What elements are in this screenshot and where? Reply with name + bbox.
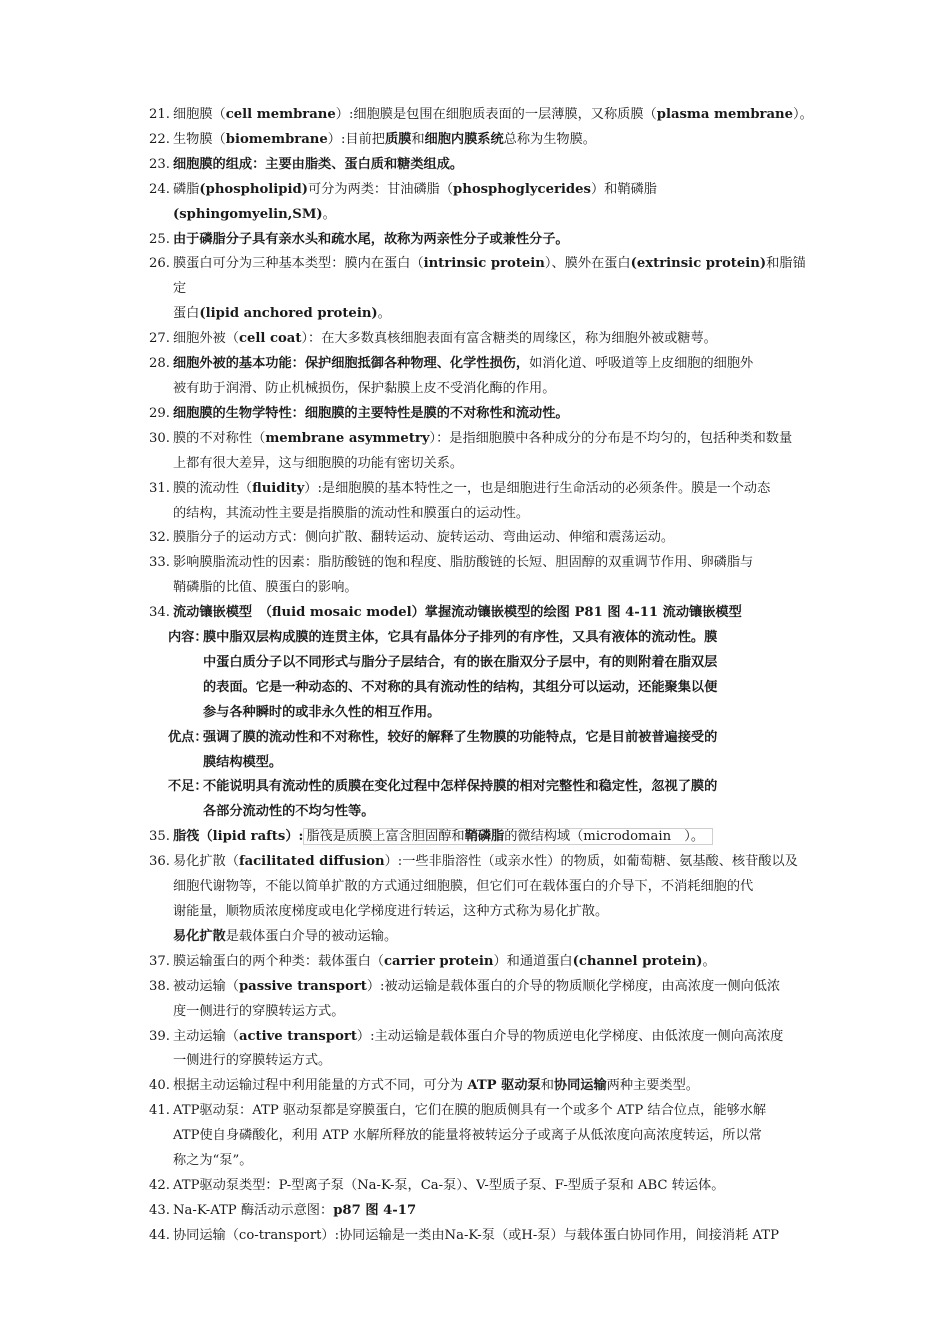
text-span: 细胞膜（ — [173, 107, 226, 122]
text-span: active transport — [238, 1028, 357, 1044]
text-span: 强调了膜的流动性和不对称性，较好的解释了生物膜的功能特点，它是目前被普遍接受的 — [203, 729, 718, 745]
text-span: 细胞代谢物等，不能以简单扩散的方式通过细胞膜，但它们可在载体蛋白的介导下，不消耗细胞的代 — [173, 879, 754, 895]
text-span: fluidity — [252, 480, 305, 496]
list-item — [138, 103, 818, 128]
text-span: 内容： — [168, 630, 208, 646]
list-item — [138, 477, 818, 527]
text-span: 细胞外被（ — [173, 331, 239, 347]
text-span: 易化扩散 — [173, 928, 226, 944]
text-span: 细胞外被的基本功能：保护细胞抵御各种物理、化学性损伤， — [173, 356, 530, 372]
text-span: 主动运输（ — [173, 1028, 239, 1044]
text-span: (sphingomyelin,SM) — [173, 206, 323, 222]
text-span: 不能说明具有流动性的质膜在变化过程中怎样保持膜的相对完整性和稳定性，忽视了膜的 — [203, 779, 718, 795]
notes-list — [138, 103, 818, 1249]
text-span: 膜运输蛋白的两个种类：载体蛋白（ — [173, 953, 384, 969]
text-span: 总称为生物膜。 — [503, 131, 596, 147]
text-span: 22. — [149, 131, 170, 147]
text-span: 和脂锚定 — [173, 256, 806, 297]
text-span: 两种主要类型。 — [606, 1078, 699, 1094]
list-item — [138, 850, 818, 950]
text-span: 蛋白 — [173, 306, 200, 322]
text-span: ）:细胞膜是包围在细胞质表面的一层薄膜，又称质膜（ — [335, 107, 657, 122]
text-span: 28. — [149, 356, 170, 372]
text-span: 的微结构域（microdomain ）。 — [504, 829, 705, 845]
text-span: ）: — [285, 829, 304, 845]
text-span: ）、膜外在蛋白 — [544, 256, 631, 272]
text-span: 一侧进行的穿膜转运方式。 — [173, 1053, 332, 1069]
text-span: 鞘磷脂的比值、膜蛋白的影响。 — [173, 580, 358, 596]
text-span: 度一侧进行的穿膜转运方式。 — [173, 1003, 345, 1019]
list-item — [138, 128, 818, 153]
text-span: 磷脂 — [173, 181, 200, 197]
text-span: Na-K-ATP 酶活动示意图： — [173, 1202, 334, 1218]
text-span: carrier protein — [384, 953, 494, 969]
text-span: 40. — [149, 1078, 170, 1094]
text-span: p87 图 4-17 — [333, 1202, 417, 1218]
text-span: phosphoglycerides — [453, 181, 591, 197]
text-span: 细胞内膜系统 — [424, 131, 504, 147]
text-span: 由于磷脂分子具有亲水头和疏水尾，故称为两亲性分子或兼性分子。 — [173, 231, 569, 247]
text-span: ATP驱动泵：ATP 驱动泵都是穿膜蛋白，它们在膜的胞质侧具有一个或多个 ATP 结合位点，能够水解 — [173, 1103, 767, 1119]
model-content — [138, 626, 818, 726]
text-span: facilitated diffusion — [238, 854, 385, 870]
list-item — [138, 402, 818, 427]
text-span: 41. — [149, 1103, 170, 1119]
text-span: 和 — [540, 1078, 554, 1094]
text-span: 可分为两类：甘油磷脂（ — [307, 181, 454, 197]
text-span: 细胞膜的组成：主要由脂类、蛋白质和糖类组成。 — [173, 156, 464, 172]
list-item — [138, 352, 818, 402]
text-span: passive transport — [238, 978, 367, 994]
text-span: 流动镶嵌模型 （fluid mosaic model）掌握流动镶嵌模型的绘图 P81 图 4-11 流动镶嵌模型 — [173, 605, 742, 621]
text-span: 协同运输（co-transport）:协同运输是一类由Na-K-泵（或H-泵）与载体蛋白协同作用，间接消耗 ATP — [173, 1227, 779, 1243]
text-span: (extrinsic protein) — [630, 256, 767, 272]
text-span: 27. — [149, 331, 170, 347]
text-span: ）：是指细胞膜中各种成分的分布是不均匀的，包括种类和数量 — [429, 430, 793, 446]
text-span: 35. — [149, 829, 170, 845]
list-item — [138, 427, 818, 477]
text-span: biomembrane — [225, 131, 328, 147]
text-span: 根据主动运输过程中利用能量的方式不同，可分为 — [173, 1078, 468, 1094]
list-item — [138, 327, 818, 352]
text-span: 被动运输（ — [173, 978, 239, 994]
text-span: 。 — [377, 306, 391, 322]
text-span: 易化扩散（ — [173, 854, 239, 870]
text-span: ）:被动运输是载体蛋白的介导的物质顺化学梯度，由高浓度一侧向低浓 — [366, 978, 781, 994]
text-span: 的结构，其流动性主要是指膜脂的流动性和膜蛋白的运动性。 — [173, 505, 530, 521]
text-span: ）:是细胞膜的基本特性之一，也是细胞进行生命活动的必须条件。膜是一个动态 — [304, 480, 771, 496]
text-span: ）:目前把 — [327, 131, 385, 147]
model-disadvantages — [138, 775, 818, 825]
text-span: 影响膜脂流动性的因素：脂肪酸链的饱和程度、脂肪酸链的长短、胆固醇的双重调节作用、卵磷脂与 — [173, 555, 754, 571]
text-span: 膜中脂双层构成膜的连贯主体，它具有晶体分子排列的有序性，又具有液体的流动性。膜 — [203, 630, 718, 646]
list-item — [138, 1224, 818, 1249]
list-item — [138, 601, 818, 626]
text-span: 。 — [702, 953, 716, 969]
text-span: 42. — [149, 1177, 170, 1193]
text-span: membrane asymmetry — [265, 430, 430, 446]
text-span: 生物膜（ — [173, 131, 226, 147]
text-span: 脂筏是质膜上富含胆固醇和 — [306, 829, 465, 845]
text-span: 鞘磷脂 — [464, 829, 505, 845]
text-span: 不足： — [168, 779, 208, 795]
text-span: 38. — [149, 978, 170, 994]
text-span: (phospholipid) — [199, 181, 308, 197]
list-item — [138, 252, 818, 327]
list-item — [138, 950, 818, 975]
list-item — [138, 551, 818, 601]
text-span: 36. — [149, 854, 170, 870]
text-span: 34. — [149, 605, 170, 621]
text-span: 被有助于润滑、防止机械损伤，保护黏膜上皮不受消化酶的作用。 — [173, 380, 556, 396]
text-span: 26. — [149, 256, 170, 272]
highlight-box — [303, 828, 713, 845]
text-span: 谢能量，顺物质浓度梯度或电化学梯度进行转运，这种方式称为易化扩散。 — [173, 904, 609, 919]
text-span: 。 — [322, 206, 336, 222]
text-span: 优点： — [168, 729, 208, 745]
text-span: 23. — [149, 156, 170, 172]
text-span: (channel protein) — [572, 953, 703, 969]
text-span: cell coat — [238, 331, 302, 347]
text-span: 参与各种瞬时的或非永久性的相互作用。 — [203, 704, 441, 720]
list-item — [138, 1074, 818, 1099]
text-span: 和 — [411, 131, 425, 147]
list-item — [138, 153, 818, 178]
text-span: 如消化道、呼吸道等上皮细胞的细胞外 — [529, 356, 754, 372]
text-span: ）:主动运输是载体蛋白介导的物质逆电化学梯度、由低浓度一侧向高浓度 — [356, 1028, 784, 1044]
list-item — [138, 1099, 818, 1174]
text-span: 细胞膜的生物学特性：细胞膜的主要特性是膜的不对称性和流动性。 — [173, 405, 569, 421]
text-span: intrinsic protein — [423, 256, 545, 272]
text-span: 各部分流动性的不均匀性等。 — [203, 804, 375, 820]
text-span: 30. — [149, 430, 170, 446]
text-span: 协同运输 — [553, 1078, 607, 1094]
text-span: 膜结构模型。 — [203, 754, 283, 770]
list-item — [138, 1025, 818, 1075]
text-span: ）：在大多数真核细胞表面有富含糖类的周缘区，称为细胞外被或糖萼。 — [301, 331, 717, 347]
text-span: 膜的流动性（ — [173, 480, 253, 496]
text-span: 膜蛋白可分为三种基本类型：膜内在蛋白（ — [173, 256, 424, 272]
list-item — [138, 228, 818, 253]
text-span: ATP使自身磷酸化，利用 ATP 水解所释放的能量将被转运分子或离子从低浓度向高浓度转运，所以常 — [173, 1128, 762, 1144]
text-span: 31. — [149, 480, 170, 496]
text-span: 上都有很大差异，这与细胞膜的功能有密切关系。 — [173, 455, 464, 471]
text-span: 21. — [149, 107, 170, 122]
text-span: ）和鞘磷脂 — [590, 181, 657, 197]
text-span: 质膜 — [384, 131, 412, 147]
text-span: ）和通道蛋白 — [493, 953, 573, 969]
text-span: 39. — [149, 1028, 170, 1044]
text-span: 33. — [149, 555, 170, 571]
list-item — [138, 825, 818, 850]
list-item — [138, 1199, 818, 1224]
text-span: 中蛋白质分子以不同形式与脂分子层结合，有的嵌在脂双分子层中，有的则附着在脂双层 — [203, 654, 718, 670]
text-span: 膜的不对称性（ — [173, 430, 266, 446]
text-span: 32. — [149, 530, 170, 546]
text-span: 称之为“泵”。 — [173, 1153, 253, 1169]
text-span: 膜脂分子的运动方式：侧向扩散、翻转运动、旋转运动、弯曲运动、伸缩和震荡运动。 — [173, 530, 675, 546]
text-span: 是载体蛋白介导的被动运输。 — [225, 928, 398, 944]
text-span: ATP驱动泵类型：P-型离子泵（Na-K-泵，Ca-泵）、V-型质子泵、F-型质子泵和 ABC 转运体。 — [173, 1177, 725, 1193]
model-advantages — [138, 726, 818, 776]
text-span: 25. — [149, 231, 170, 247]
text-span: ）:一些非脂溶性（或亲水性）的物质，如葡萄糖、氨基酸、核苷酸以及 — [384, 854, 798, 870]
text-span: ATP 驱动泵 — [467, 1078, 541, 1094]
text-span: (lipid anchored protein) — [199, 306, 378, 322]
text-span: 的表面。它是一种动态的、不对称的具有流动性的结构，其组分可以运动，还能聚集以便 — [203, 679, 718, 695]
text-span: ）。 — [793, 107, 813, 122]
list-item — [138, 526, 818, 551]
list-item — [138, 178, 818, 228]
text-span: 43. — [149, 1202, 170, 1218]
text-span: 44. — [149, 1227, 170, 1243]
text-span: 29. — [149, 405, 170, 421]
text-span: 37. — [149, 953, 170, 969]
list-item — [138, 1174, 818, 1199]
text-span: 脂筏（ — [173, 829, 213, 845]
text-span: 24. — [149, 181, 170, 197]
list-item — [138, 975, 818, 1025]
text-span: cell membrane — [225, 107, 336, 122]
text-span: plasma membrane — [656, 107, 794, 122]
text-span: lipid rafts — [212, 829, 286, 845]
